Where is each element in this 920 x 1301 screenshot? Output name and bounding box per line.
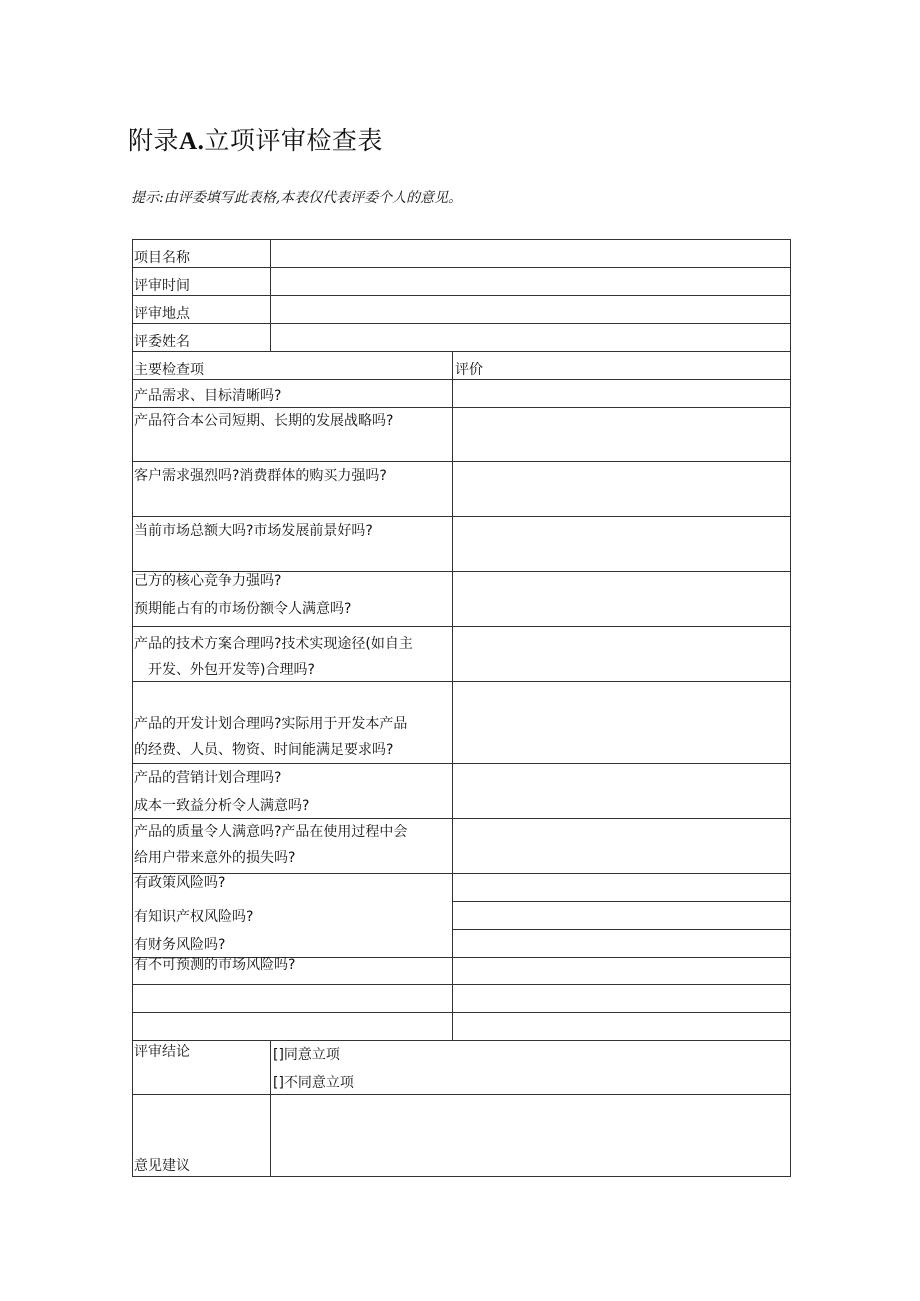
reject-option[interactable]: []不同意立项 (273, 1075, 354, 1091)
check-item: 产品需求、目标清晰吗? (134, 388, 282, 404)
review-time-label: 评审时间 (134, 278, 190, 294)
header-check-item: 主要检查项 (134, 362, 204, 378)
reviewer-name-field[interactable] (271, 323, 790, 351)
rating-field[interactable] (453, 380, 790, 407)
header-rating: 评价 (455, 362, 483, 378)
rating-field[interactable] (453, 819, 790, 873)
project-name-field[interactable] (271, 239, 790, 267)
approve-option[interactable]: []同意立项 (273, 1047, 340, 1063)
check-item: 当前市场总额大吗?市场发展前景好吗? (134, 523, 373, 539)
rating-field[interactable] (453, 902, 790, 929)
check-item: 产品符合本公司短期、长期的发展战略吗? (134, 413, 394, 429)
check-item: 产品的营销计划合理吗? 成本一致益分析令人满意吗? (134, 770, 310, 814)
extra-item-field[interactable] (132, 1013, 452, 1040)
rating-field[interactable] (453, 408, 790, 461)
check-item: 产品的技术方案合理吗?技术实现途径(如自主 开发、外包开发等)合理吗? (134, 636, 413, 678)
review-checklist-table (132, 239, 791, 1177)
rating-field[interactable] (453, 462, 790, 516)
rating-field[interactable] (453, 985, 790, 1012)
rating-field[interactable] (453, 627, 790, 681)
project-name-label: 项目名称 (134, 250, 190, 266)
rating-field[interactable] (453, 874, 790, 901)
reviewer-name-label: 评委姓名 (134, 334, 190, 350)
check-item: 有知识产权风险吗? (134, 909, 254, 925)
instruction-note: 提示:由评委填写此表格,本表仅代表评委个人的意见。 (131, 190, 463, 206)
check-item: 有财务风险吗? (134, 937, 226, 953)
conclusion-label: 评审结论 (134, 1044, 190, 1060)
rating-field[interactable] (453, 930, 790, 957)
check-item: 有政策风险吗? (134, 875, 226, 891)
suggestion-field[interactable] (271, 1095, 790, 1176)
rating-field[interactable] (453, 682, 790, 763)
rating-field[interactable] (453, 764, 790, 818)
rating-field[interactable] (453, 1013, 790, 1040)
check-item: 己方的核心竞争力强吗? 预期能占有的市场份额令人满意吗? (134, 573, 352, 617)
rating-field[interactable] (453, 517, 790, 571)
review-location-label: 评审地点 (134, 306, 190, 322)
check-item: 产品的开发计划合理吗?实际用于开发本产品 的经费、人员、物资、时间能满足要求吗? (134, 716, 408, 758)
suggestion-label: 意见建议 (134, 1158, 190, 1174)
extra-item-field[interactable] (132, 985, 452, 1012)
check-item: 有不可预测的市场风险吗? (134, 957, 296, 973)
check-item: 产品的质量令人满意吗?产品在使用过程中会 给用户带来意外的损失吗? (134, 824, 408, 866)
review-location-field[interactable] (271, 295, 790, 323)
rating-field[interactable] (453, 572, 790, 626)
check-item: 客户需求强烈吗?消费群体的购买力强吗? (134, 468, 387, 484)
review-time-field[interactable] (271, 267, 790, 295)
page-title: 附录A.立项评审检查表 (128, 126, 383, 155)
